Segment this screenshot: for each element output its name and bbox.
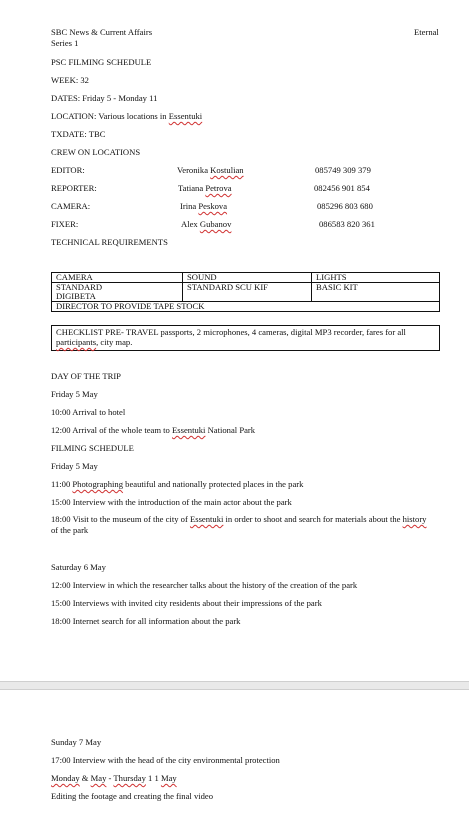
filming-item: 15:00 Interview with the introduction of the main actor about the park <box>51 497 292 507</box>
trip-heading: DAY OF THE TRIP <box>51 371 121 381</box>
filming-item: Editing the footage and creating the final video <box>51 791 214 801</box>
trip-day: Friday 5 May <box>51 389 98 399</box>
header-camera: CAMERA <box>52 273 183 282</box>
header-tag: Eternal <box>414 27 439 37</box>
filming-item: 15:00 Interviews with invited city residents about their impressions of the park <box>51 598 322 608</box>
crew-heading: CREW ON LOCATIONS <box>51 147 141 157</box>
header-series: Series 1 <box>51 38 79 48</box>
header-org: SBC News & Current Affairs <box>51 27 153 37</box>
lights-value: BASIC KIT <box>316 282 358 292</box>
crew-name-reporter: Tatiana Petrova <box>178 183 232 193</box>
crew-role-fixer: FIXER: <box>51 219 79 229</box>
crew-role-camera: CAMERA: <box>51 201 91 211</box>
camera-value: STANDARD DIGIBETA <box>52 283 183 301</box>
crew-phone-editor: 085749 309 379 <box>315 165 371 175</box>
crew-role-editor: EDITOR: <box>51 165 85 175</box>
txdate: TXDATE: TBC <box>51 129 106 139</box>
crew-phone-fixer: 086583 820 361 <box>319 219 375 229</box>
trip-item: 12:00 Arrival of the whole team to Essentuki National Park <box>51 425 256 435</box>
tech-heading: TECHNICAL REQUIREMENTS <box>51 237 168 247</box>
page-break <box>0 681 469 690</box>
director-note: DIRECTOR TO PROVIDE TAPE STOCK <box>56 301 205 311</box>
crew-phone-camera: 085296 803 680 <box>317 201 373 211</box>
filming-item: 17:00 Interview with the head of the city environmental protection <box>51 755 280 765</box>
tech-value-row <box>52 283 439 302</box>
filming-day-sunday: Sunday 7 May <box>51 737 102 747</box>
crew-role-reporter: REPORTER: <box>51 183 97 193</box>
week: WEEK: 32 <box>51 75 89 85</box>
trip-item: 10:00 Arrival to hotel <box>51 407 126 417</box>
filming-item: 12:00 Interview in which the researcher talks about the history of the creation of the park <box>51 580 358 590</box>
filming-item: 18:00 Visit to the museum of the city of Essentuki in order to shoot and search for materials about the history of the park <box>51 514 427 535</box>
doc-title: PSC FILMING SCHEDULE <box>51 57 152 67</box>
filming-item: 11:00 Photographing beautiful and nationally protected places in the park <box>51 479 304 489</box>
crew-name-fixer: Alex Gubanov <box>181 219 232 229</box>
filming-range: Monday & May - Thursday 1 1 May <box>51 773 177 783</box>
filming-heading: FILMING SCHEDULE <box>51 443 134 453</box>
crew-name-editor: Veronika Kostulian <box>177 165 244 175</box>
location: LOCATION: Various locations in Essentuki <box>51 111 203 121</box>
filming-day-saturday: Saturday 6 May <box>51 562 106 572</box>
crew-name-camera: Irina Peskova <box>180 201 228 211</box>
dates: DATES: Friday 5 - Monday 11 <box>51 93 158 103</box>
crew-phone-reporter: 082456 901 854 <box>314 183 370 193</box>
header-sound: SOUND <box>183 273 312 282</box>
header-lights: LIGHTS <box>316 272 347 282</box>
filming-day-friday: Friday 5 May <box>51 461 98 471</box>
filming-item: 18:00 Internet search for all information about the park <box>51 616 241 626</box>
sound-value: STANDARD SCU KIF <box>183 283 312 301</box>
checklist-box: CHECKLIST PRE- TRAVEL passports, 2 microphones, 4 cameras, digital MP3 recorder, fares for all participants, city map. <box>51 325 440 351</box>
document-page-2 <box>0 690 469 821</box>
tech-requirements-table <box>51 272 440 312</box>
director-note-row <box>52 302 439 311</box>
